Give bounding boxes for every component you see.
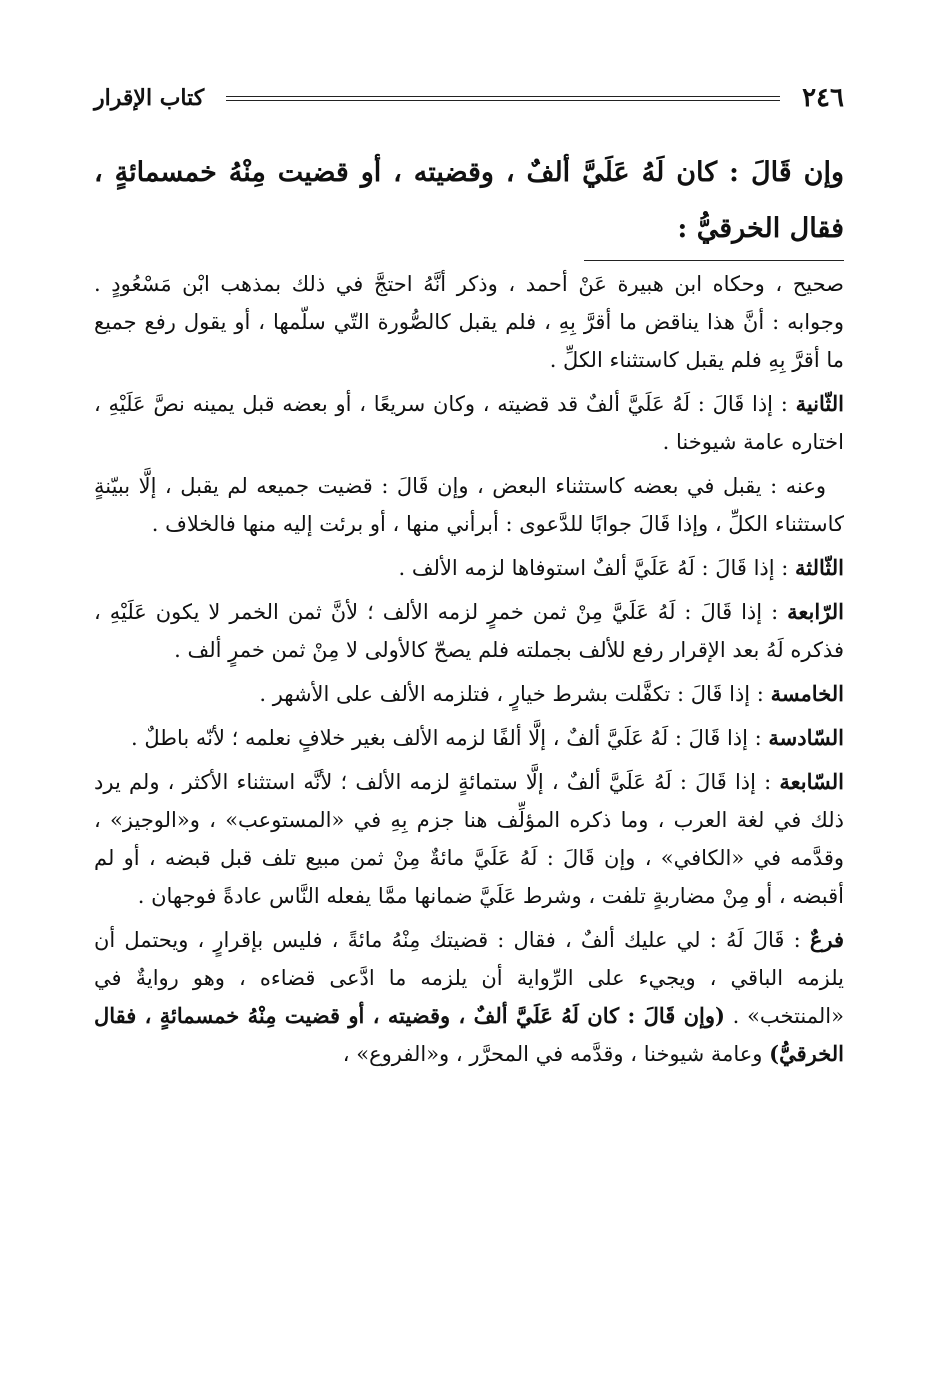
paragraph-text: صحيح ، وحكاه ابن هبيرة عَنْ أحمد ، وذكر أنَّهُ احتجَّ في ذلك بمذهب ابْن مَسْعُودٍ . وجوابه : أنَّ هذا يناقض ما أقرَّ بِهِ ، فلم يقبل كالصُّورة التّي سلّمها ، أو يقول رفع جميع ما أقرَّ بِهِ فلم يقبل كاستثناء الكلِّ . (94, 272, 844, 372)
paragraph-7 (94, 719, 844, 757)
quoted-matn: (وإن قَالَ : كان لَهُ عَلَيَّ ألفٌ ، وقضيته ، أو قضيت مِنْهُ خمسمائةٍ ، فقال الخرقيُّ) (94, 1003, 844, 1066)
paragraph-text: : إذا قَالَ : لَهُ عَلَيَّ ألفٌ ، إلَّا ستمائةٍ لزمه الألف ؛ لأنَّه استثناء الأكثر ، ولم يرد ذلك في لغة العرب ، وما ذكره المؤلِّف هنا جزم بِهِ في «المستوعب» ، و«الوجيز» ، وقدَّمه في «الكافي» ، وإن قَالَ : لَهُ عَلَيَّ مائةٌ مِنْ ثمن مبيع تلف قبل قبضه ، أو لم أقبضه ، أو مِنْ مضاربةٍ تلفت ، وشرط عَلَيَّ ضمانها ممَّا يفعله النَّاس عادةً فوجهان . (94, 770, 844, 908)
paragraph-lead: السّادسة (768, 725, 844, 750)
paragraph-lead: الرّابعة (787, 599, 844, 624)
paragraph-4 (94, 549, 844, 587)
paragraph-text: : إذا قَالَ : لَهُ عَلَيَّ مِنْ ثمن خمرٍ لزمه الألف ؛ لأنَّ ثمن الخمر لا يكون عَلَيْهِ ، فذكره لَهُ بعد الإقرار رفع للألف بجملته فلم يصحّ كالأولى لا مِنْ ثمن خمرٍ ألف . (94, 600, 844, 662)
commentary-body (94, 265, 844, 1079)
paragraph-9 (94, 921, 844, 1073)
matn-rule (584, 260, 844, 261)
paragraph-5 (94, 593, 844, 669)
paragraph-1 (94, 265, 844, 379)
running-head (94, 78, 844, 118)
paragraph-2 (94, 385, 844, 461)
paragraph-6 (94, 675, 844, 713)
paragraph-lead: الثّانية (795, 391, 844, 416)
page-number: ٢٤٦ (802, 83, 844, 113)
paragraph-tail: وعامة شيوخنا ، وقدَّمه في المحرَّر ، و«الفروع» ، (342, 1042, 770, 1066)
paragraph-text: : إذا قَالَ : لَهُ عَلَيَّ ألفٌ ، إلَّا ألفًا لزمه الألف بغير خلافٍ نعلمه ؛ لأنّه باطلٌ . (131, 726, 769, 750)
paragraph-text: : إذا قَالَ : تكفَّلت بشرط خيارٍ ، فتلزمه الألف على الأشهر . (259, 682, 771, 706)
paragraph-lead: السّابعة (779, 769, 844, 794)
paragraph-lead: الخامسة (770, 681, 844, 706)
paragraph-8 (94, 763, 844, 915)
book-title: كتاب الإقرار (94, 85, 205, 111)
paragraph-text: : إذا قَالَ : لَهُ عَلَيَّ ألفٌ قد قضيته ، وكان سريعًا ، أو بعضه قبل يمينه نصَّ عَلَيْهِ ، اختاره عامة شيوخنا . (94, 392, 844, 454)
paragraph-text: وعنه : يقبل في بعضه كاستثناء البعض ، وإن قَالَ : قضيت جميعه لم يقبل ، إلَّا ببيّنةٍ كاستثناء الكلِّ ، وإذا قَالَ جوابًا للدَّعوى : أبرأني منها ، أو برئت إليه منها فالخلاف . (94, 474, 844, 536)
paragraph-lead: فرعٌ (809, 927, 844, 952)
header-rule (226, 96, 780, 101)
paragraph-3 (94, 467, 844, 543)
paragraph-text: : إذا قَالَ : لَهُ عَلَيَّ ألفٌ استوفاها لزمه الألف . (398, 556, 796, 580)
paragraph-lead: الثّالثة (795, 555, 844, 580)
paragraph-text: : قَالَ لَهُ : لي عليك ألفٌ ، فقال : قضيتك مِنْهُ مائةً ، فليس بإقرارٍ ، ويحتمل أن يلزمه الباقي ، ويجيء على الرِّواية أن يلزمه ما ادَّعى قضاءه ، وهو روايةٌ في «المنتخب» . (94, 928, 844, 1028)
matn-text: وإن قَالَ : كان لَهُ عَلَيَّ ألفٌ ، وقضيته ، أو قضيت مِنْهُ خمسمائةٍ ، فقال الخرقيُّ : (94, 157, 844, 244)
